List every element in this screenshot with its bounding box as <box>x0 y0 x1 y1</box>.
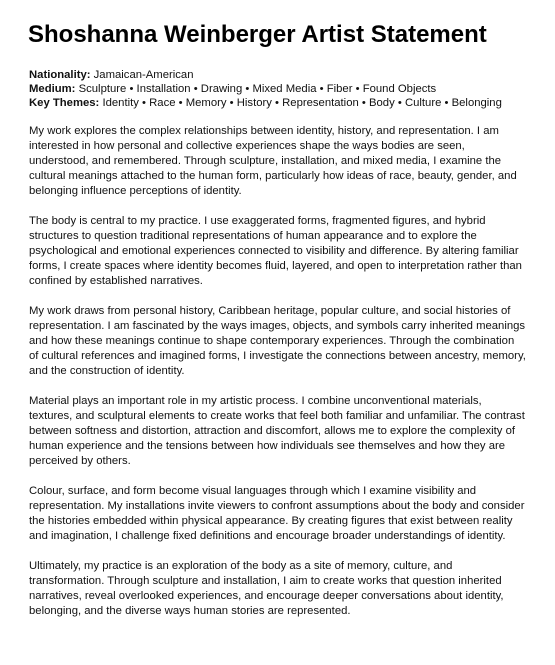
paragraph-2: The body is central to my practice. I use exaggerated forms, fragmented figures, and hybrid structures to question traditional representations of human appearance and to explore the psychological and emotional experiences connected to visibility and difference. By altering familiar forms, I create spaces where identity becomes fluid, layered, and open to interpretation rather than confined by established narratives. <box>29 215 522 287</box>
metadata-block <box>29 68 535 110</box>
meta-key-themes-label: Key Themes: <box>29 97 100 109</box>
page-title: Shoshanna Weinberger Artist Statement <box>28 21 487 48</box>
paragraph-3: My work draws from personal history, Caribbean heritage, popular culture, and social histories of representation. I am fascinated by the ways images, objects, and symbols carry inherited meanings and how these meanings continue to shape contemporary experiences. Through the combination of cultural references and imagined forms, I investigate the connections between ancestry, memory, and the construction of identity. <box>29 305 526 377</box>
meta-medium-label: Medium: <box>29 83 76 95</box>
meta-medium-value: Sculpture • Installation • Drawing • Mixed Media • Fiber • Found Objects <box>78 83 437 95</box>
meta-key-themes <box>29 96 535 110</box>
paragraph-1: My work explores the complex relationships between identity, history, and representation. I am interested in how personal and collective experiences shape the ways bodies are seen, understood, and remembered. Through sculpture, installation, and mixed media, I examine the cultural meanings attached to the human form, particularly how ideas of race, beauty, gender, and belonging influence perceptions of identity. <box>29 125 517 197</box>
meta-nationality-value: Jamaican-American <box>93 69 194 81</box>
paragraph-5: Colour, surface, and form become visual languages through which I examine visibility and representation. My installations invite viewers to confront assumptions about the body and consider the histories embedded within physical appearance. By creating figures that exist between reality and imagination, I challenge fixed definitions and encourage broader understandings of identity. <box>29 485 525 542</box>
meta-key-themes-value: Identity • Race • Memory • History • Representation • Body • Culture • Belonging <box>102 97 502 109</box>
meta-nationality-label: Nationality: <box>29 69 91 81</box>
meta-nationality <box>29 68 535 82</box>
meta-medium <box>29 82 535 96</box>
paragraph-6: Ultimately, my practice is an exploration of the body as a site of memory, culture, and transformation. Through sculpture and installation, I aim to create works that question inherited narratives, reveal overlooked experiences, and encourage deeper conversations about identity, belonging, and the diverse ways human stories are represented. <box>29 560 504 617</box>
paragraph-4: Material plays an important role in my artistic process. I combine unconventional materials, textures, and sculptural elements to create works that feel both familiar and unfamiliar. The contrast between softness and distortion, attraction and discomfort, allows me to explore the complexity of human experience and the tensions between how individuals see themselves and how they are perceived by others. <box>29 395 525 467</box>
